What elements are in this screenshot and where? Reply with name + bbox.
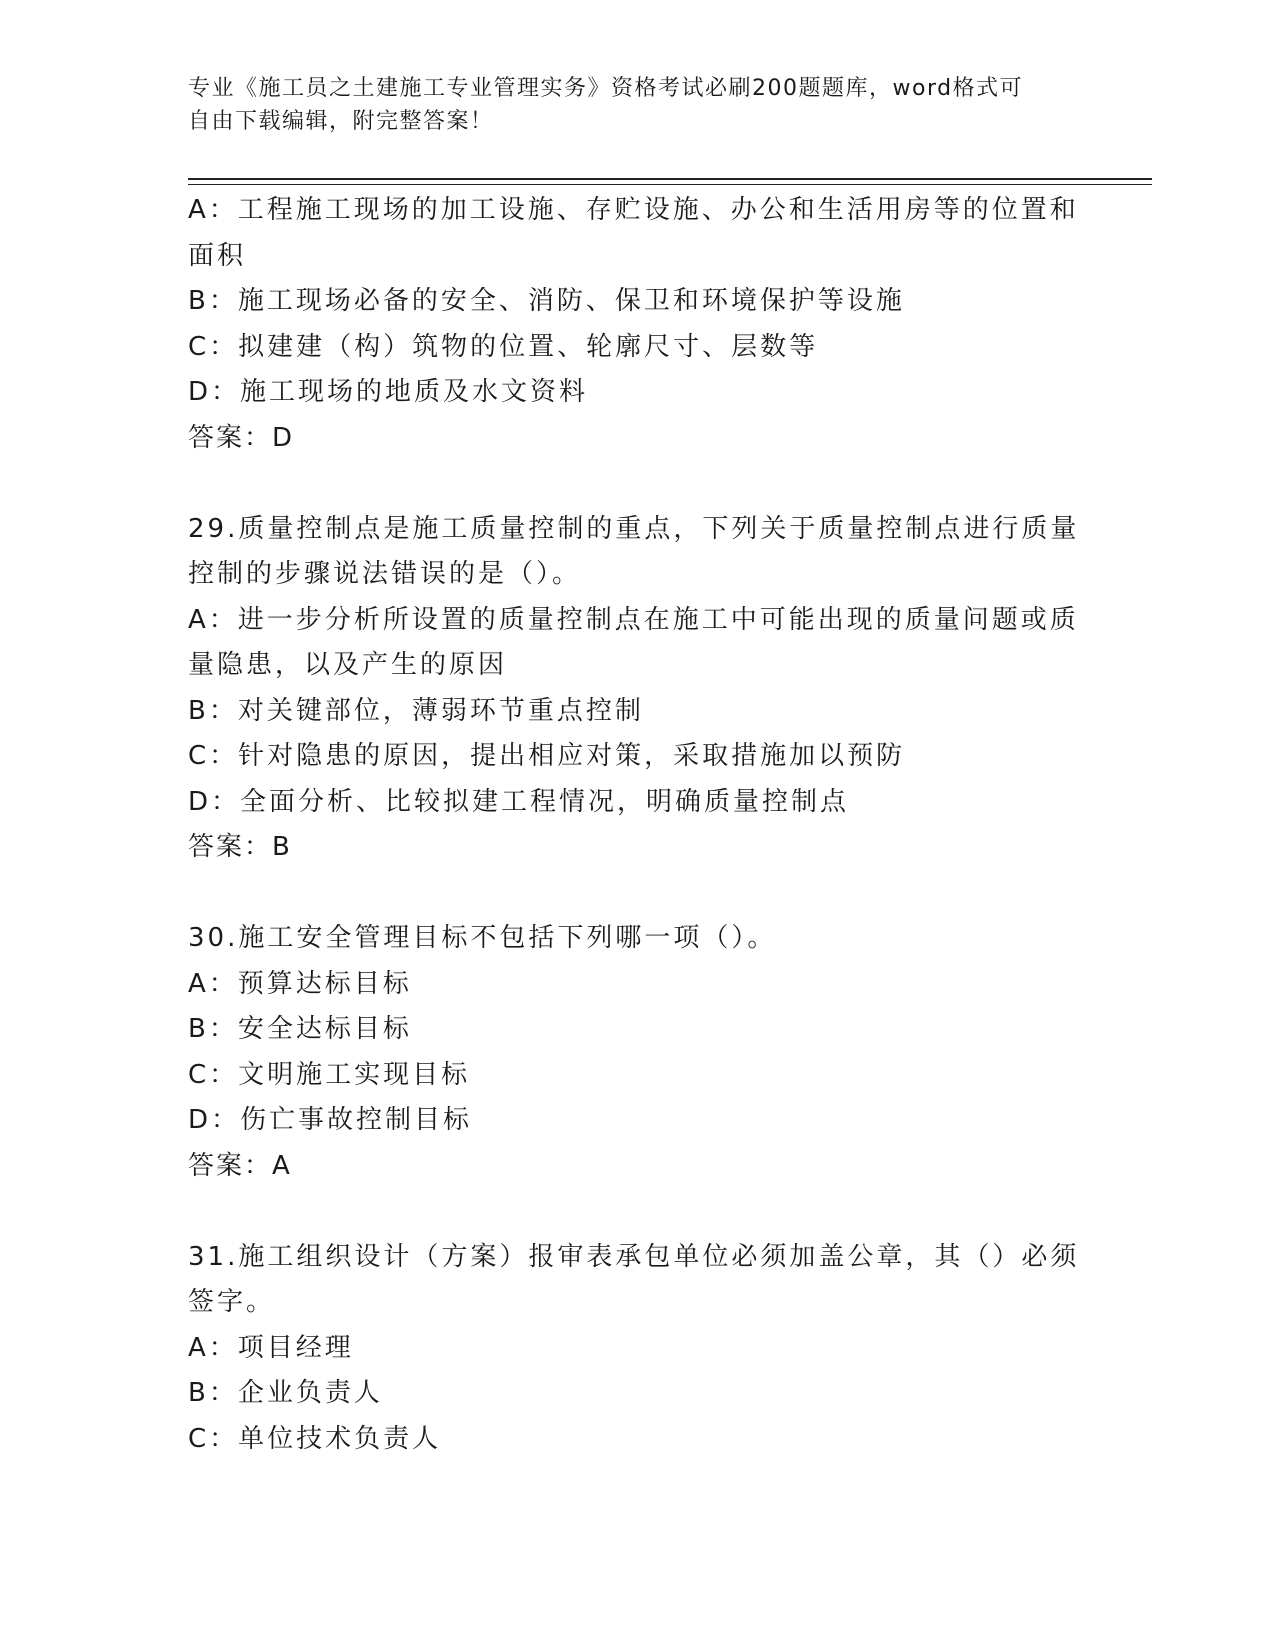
answer: 答案：A [188,1150,292,1181]
question-29 [188,507,1078,871]
header-line-1: 专业《施工员之土建施工专业管理实务》资格考试必刷200题题库，word格式可 [188,76,1024,101]
option-a-line-2: 面积 [188,240,247,271]
spacer [188,1189,1078,1235]
question-28-tail [188,188,1078,461]
option-d: D：全面分析、比较拟建工程情况，明确质量控制点 [188,786,850,817]
option-b: B：企业负责人 [188,1378,383,1408]
option-c: C：文明施工实现目标 [188,1059,471,1090]
option-b: B：安全达标目标 [188,1014,412,1044]
option-d: D：施工现场的地质及水文资料 [188,377,589,407]
spacer [188,871,1078,917]
header-rule-thick [188,178,1152,180]
answer: 答案：D [188,422,295,453]
question-stem-line-2: 签字。 [188,1287,276,1317]
option-a-line-1: A：工程施工现场的加工设施、存贮设施、办公和生活用房等的位置和 [188,195,1079,225]
question-stem: 30.施工安全管理目标不包括下列哪一项（）。 [188,923,777,953]
answer: 答案：B [188,832,292,862]
option-d: D：伤亡事故控制目标 [188,1105,473,1135]
header-line-2: 自由下载编辑，附完整答案！ [188,109,494,134]
question-30 [188,916,1078,1189]
question-stem-line-1: 29.质量控制点是施工质量控制的重点，下列关于质量控制点进行质量 [188,513,1080,544]
option-b: B：施工现场必备的安全、消防、保卫和环境保护等设施 [188,286,905,316]
option-a: A：预算达标目标 [188,968,412,999]
option-a-line-1: A：进一步分析所设置的质量控制点在施工中可能出现的质量问题或质 [188,604,1079,635]
option-a: A：项目经理 [188,1332,354,1363]
spacer [188,461,1078,507]
page-header [188,72,1068,138]
option-c: C：单位技术负责人 [188,1423,442,1454]
option-b: B：对关键部位，薄弱环节重点控制 [188,695,644,726]
question-stem-line-2: 控制的步骤说法错误的是（）。 [188,559,582,589]
question-content [188,188,1078,1462]
question-stem-line-1: 31.施工组织设计（方案）报审表承包单位必须加盖公章，其（）必须 [188,1241,1080,1272]
question-31 [188,1235,1078,1463]
option-a-line-2: 量隐患，以及产生的原因 [188,650,508,680]
option-c: C：针对隐患的原因，提出相应对策，采取措施加以预防 [188,741,906,771]
header-rule-thin [188,184,1152,185]
option-c: C：拟建建（构）筑物的位置、轮廓尺寸、层数等 [188,331,819,362]
